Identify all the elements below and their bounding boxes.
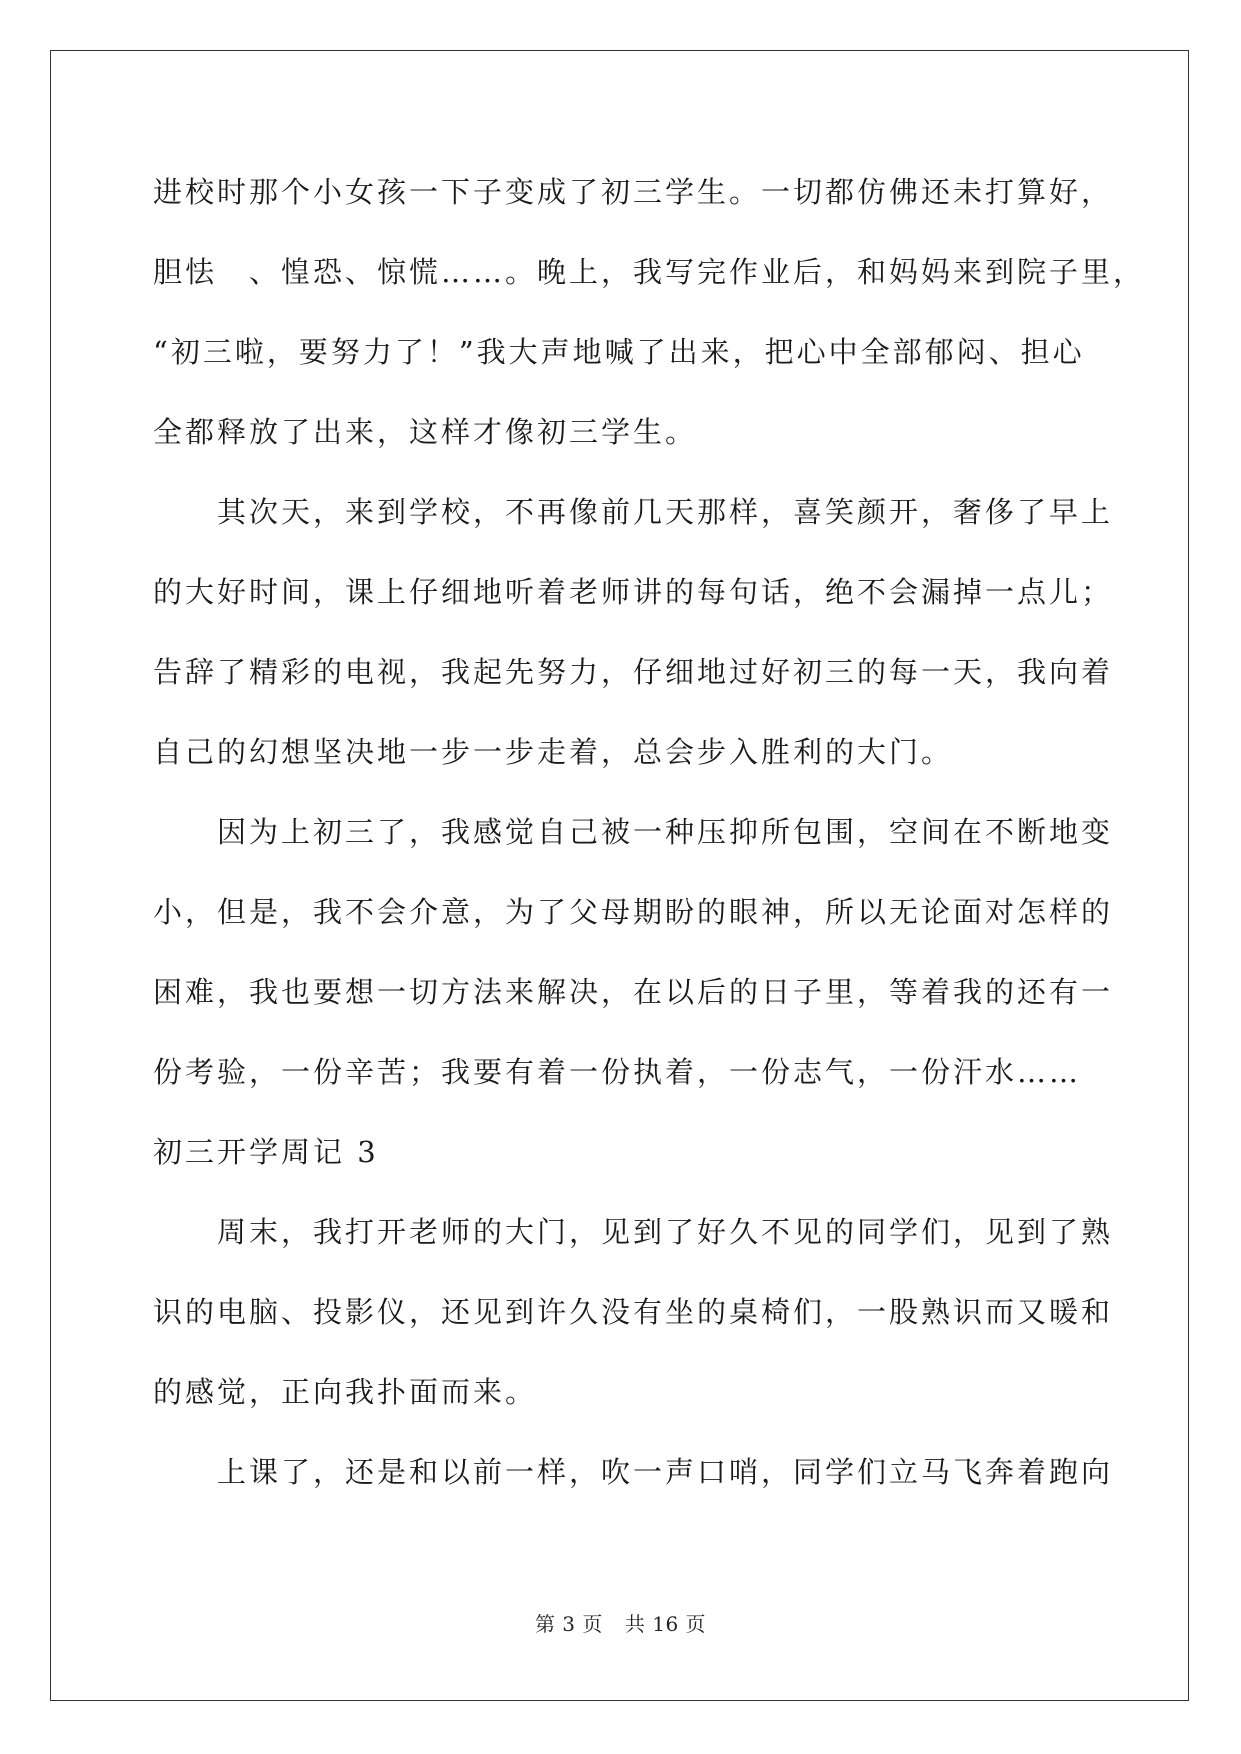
page-number: 第 3 页 — [534, 1612, 603, 1636]
text-line: 识的电脑、投影仪，还见到许久没有坐的桌椅们，一股熟识而又暖和 — [153, 1295, 1114, 1329]
text-line: 困难，我也要想一切方法来解决，在以后的日子里，等着我的还有一 — [153, 975, 1114, 1009]
text-line: 进校时那个小女孩一下子变成了初三学生。一切都仿佛还未打算好， — [153, 175, 1114, 209]
paragraph-start: 上课了，还是和以前一样，吹一声口哨，同学们立马飞奔着跑向 — [153, 1455, 1114, 1489]
page-total: 共 16 页 — [624, 1612, 707, 1636]
paragraph-start: 其次天，来到学校，不再像前几天那样，喜笑颜开，奢侈了早上 — [153, 495, 1114, 529]
text-line: 份考验，一份辛苦；我要有着一份执着，一份志气，一份汗水…… — [153, 1055, 1082, 1089]
paragraph-start: 周末，我打开老师的大门，见到了好久不见的同学们，见到了熟 — [153, 1215, 1114, 1249]
page-footer — [0, 1608, 1241, 1637]
text-line: 小，但是，我不会介意，为了父母期盼的眼神，所以无论面对怎样的 — [153, 895, 1114, 929]
document-body — [153, 152, 1146, 1512]
text-line: 自己的幻想坚决地一步一步走着，总会步入胜利的大门。 — [153, 735, 954, 769]
text-line: 胆怯 、惶恐、惊慌……。晚上，我写完作业后，和妈妈来到院子里， — [153, 255, 1146, 289]
section-heading: 初三开学周记 3 — [153, 1135, 379, 1169]
text-line: 的大好时间，课上仔细地听着老师讲的每句话，绝不会漏掉一点儿； — [153, 575, 1114, 609]
text-line: “初三啦，要努力了！”我大声地喊了出来，把心中全部郁闷、担心 — [153, 335, 1085, 369]
text-line: 全都释放了出来，这样才像初三学生。 — [153, 415, 698, 449]
paragraph-start: 因为上初三了，我感觉自己被一种压抑所包围，空间在不断地变 — [153, 815, 1114, 849]
text-line: 的感觉，正向我扑面而来。 — [153, 1375, 538, 1409]
text-line: 告辞了精彩的电视，我起先努力，仔细地过好初三的每一天，我向着 — [153, 655, 1114, 689]
